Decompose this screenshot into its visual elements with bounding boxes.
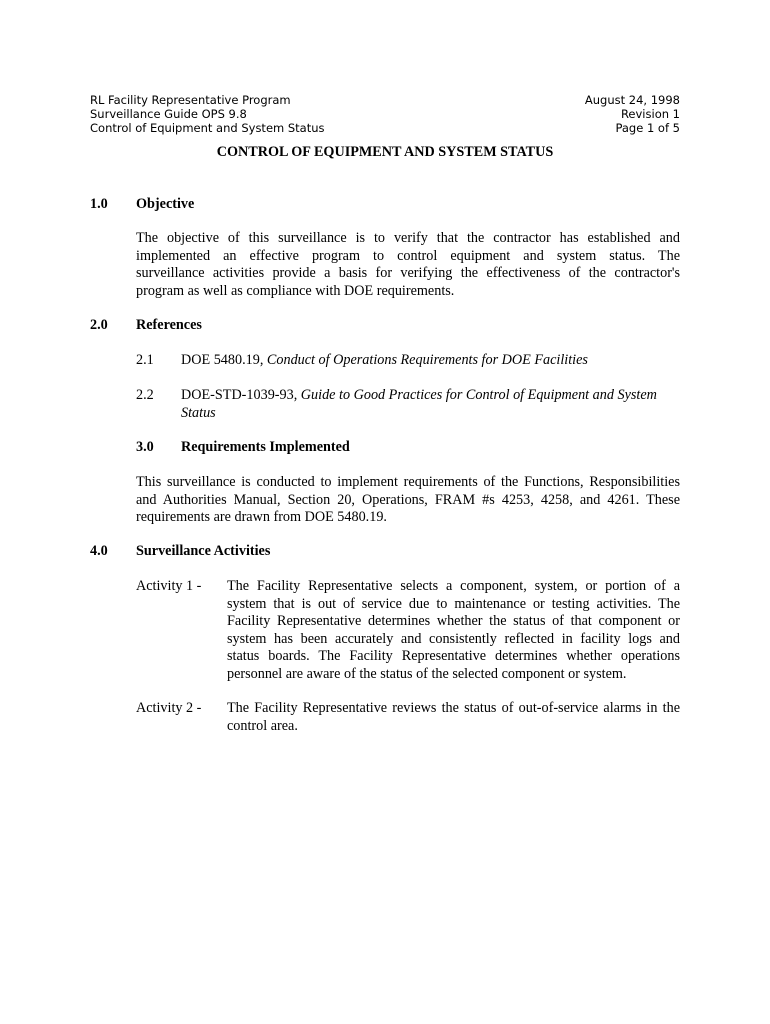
activity-description <box>227 700 680 735</box>
reference-title-continued: Status <box>181 404 216 421</box>
page-number: Page 1 of 5 <box>615 121 680 136</box>
section-number: 3.0 <box>136 439 154 455</box>
guide-number: Surveillance Guide OPS 9.8 <box>90 107 247 122</box>
paragraph-line: personnel are aware of the status of the selected component or system. <box>227 665 627 682</box>
section-number: 1.0 <box>90 196 108 212</box>
section-number: 2.0 <box>90 317 108 333</box>
paragraph-line: The Facility Representative reviews the status of out-of-service alarms in the <box>227 700 680 716</box>
document-title: CONTROL OF EQUIPMENT AND SYSTEM STATUS <box>216 144 554 160</box>
paragraph-line: implemented an effective program to control equipment and system status. The <box>136 247 680 264</box>
reference-item <box>181 387 681 422</box>
paragraph-line: status boards. The Facility Representative determines whether operations <box>227 648 680 664</box>
section-heading-references: References <box>136 317 202 333</box>
reference-document: DOE-STD-1039-93, <box>181 387 301 403</box>
activity-description <box>227 578 680 683</box>
paragraph-line: system has been accurately and consistently reflected in facility logs and <box>227 630 680 647</box>
section-number: 4.0 <box>90 543 108 559</box>
header-right <box>585 93 680 136</box>
section-heading-requirements: Requirements Implemented <box>181 439 350 455</box>
paragraph-line: system that is out of service due to maintenance or testing activities. The <box>227 595 680 612</box>
objective-paragraph <box>136 230 680 300</box>
activity-label: Activity 2 - <box>136 700 202 716</box>
guide-subject: Control of Equipment and System Status <box>90 121 325 136</box>
section-heading-activities: Surveillance Activities <box>136 543 271 559</box>
activity-label: Activity 1 - <box>136 578 202 594</box>
section-heading-objective: Objective <box>136 196 195 212</box>
revision-number: Revision 1 <box>620 107 680 122</box>
document-date: August 24, 1998 <box>584 93 680 107</box>
paragraph-line: The Facility Representative selects a component, system, or portion of a <box>227 578 680 594</box>
paragraph-line: control area. <box>227 717 298 734</box>
reference-number: 2.1 <box>136 352 154 368</box>
reference-number: 2.2 <box>136 387 154 403</box>
reference-item <box>181 352 588 370</box>
reference-title: Conduct of Operations Requirements for DOE Facilities <box>266 352 588 368</box>
header-left <box>90 93 325 136</box>
paragraph-line: surveillance activities provide a basis for verifying the effectiveness of the contractor's <box>136 265 680 281</box>
paragraph-line: This surveillance is conducted to implement requirements of the Functions, Responsibilities <box>136 474 680 490</box>
paragraph-line: and Authorities Manual, Section 20, Operations, FRAM #s 4253, 4258, and 4261. These <box>136 491 680 508</box>
reference-title: Guide to Good Practices for Control of Equipment and System <box>300 387 657 403</box>
paragraph-line: requirements are drawn from DOE 5480.19. <box>136 509 387 525</box>
program-name: RL Facility Representative Program <box>90 93 291 107</box>
paragraph-line: Facility Representative determines whether the status of that component or <box>227 613 680 629</box>
reference-document: DOE 5480.19, <box>181 352 267 368</box>
requirements-paragraph <box>136 474 680 527</box>
paragraph-line: The objective of this surveillance is to verify that the contractor has established and <box>136 230 680 246</box>
paragraph-line: program as well as compliance with DOE requirements. <box>136 282 455 299</box>
